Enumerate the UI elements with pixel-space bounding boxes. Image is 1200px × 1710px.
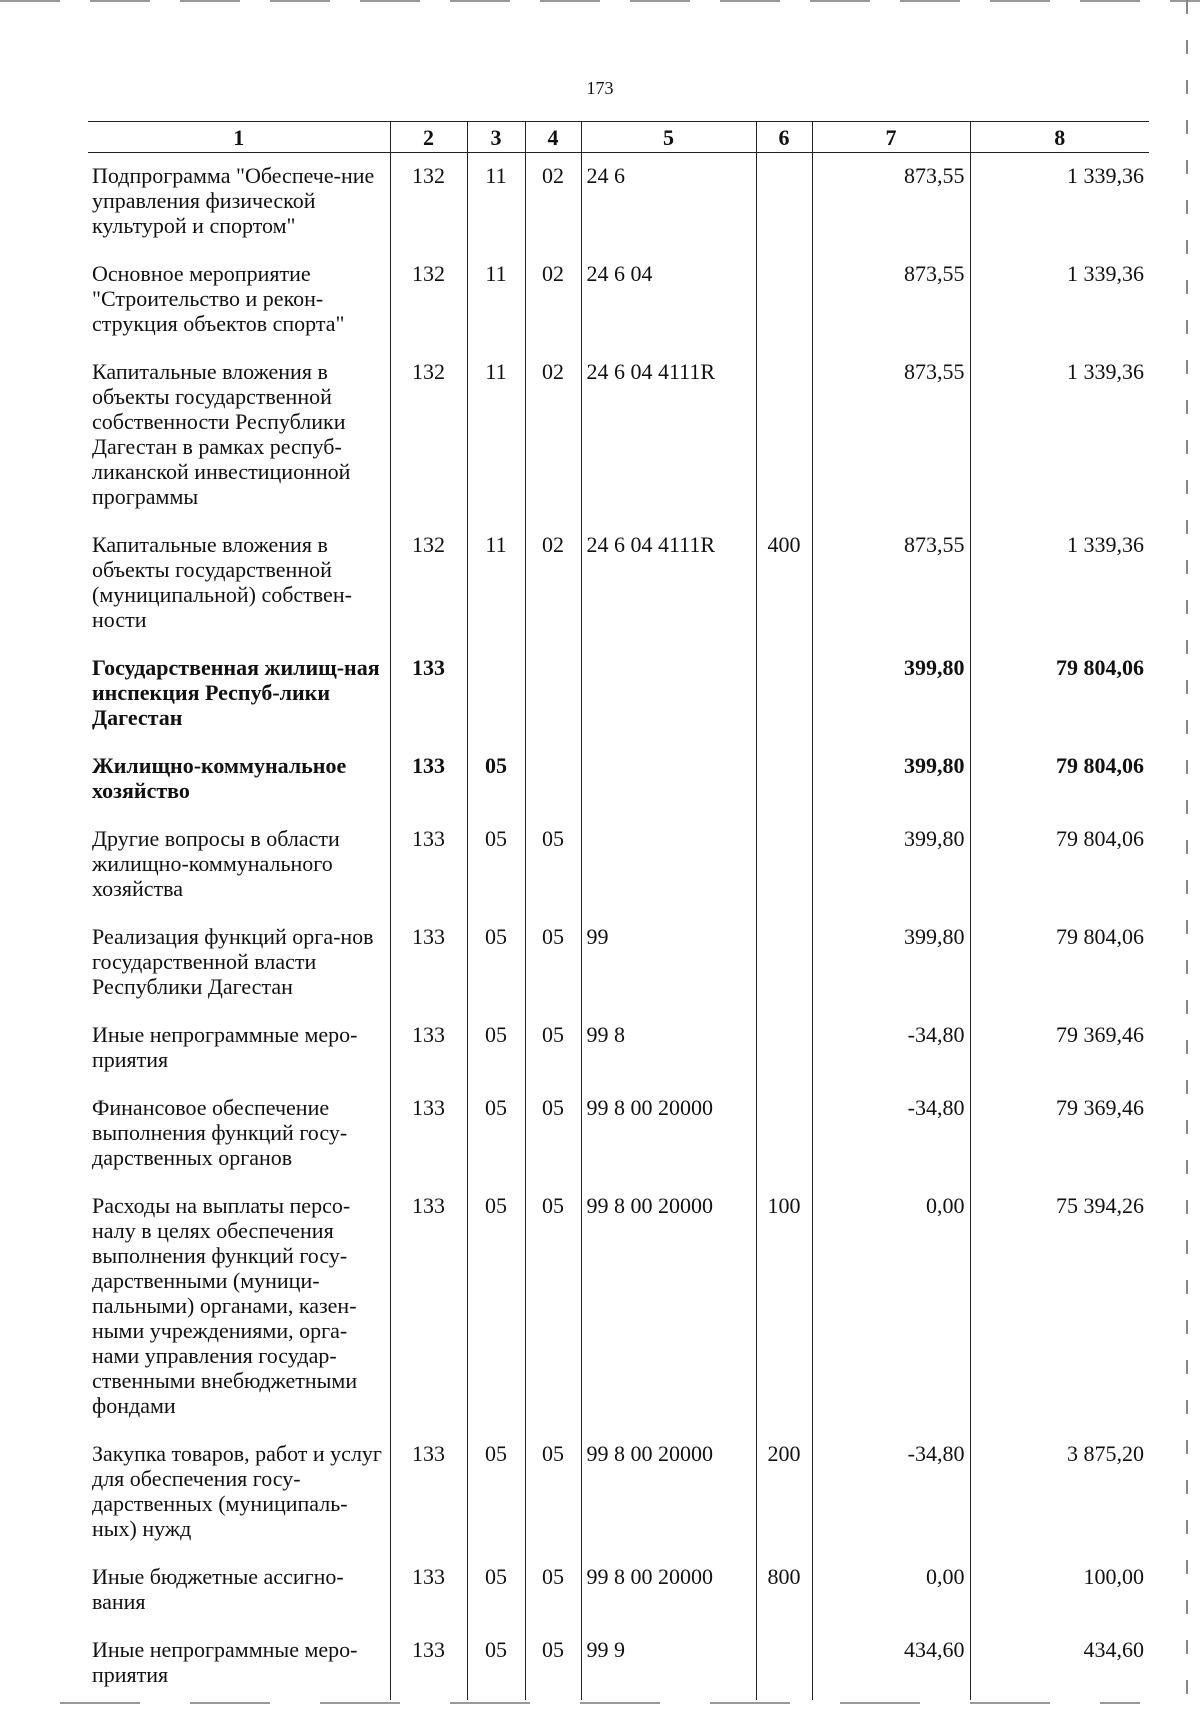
column-header: 7 [812, 122, 970, 153]
ministry-code-cell: 132 [390, 349, 467, 522]
column-header: 2 [390, 122, 467, 153]
subsection-cell: 05 [525, 1431, 581, 1554]
table-row [88, 1085, 1149, 1183]
target-article-cell: 24 6 04 4111R [581, 522, 756, 645]
row-name-cell: Другие вопросы в области жилищно-коммунального хозяйства [92, 826, 340, 901]
amount-total-cell: 79 804,06 [970, 645, 1149, 743]
row-name-cell: Иные непрограммные меро-приятия [92, 1637, 358, 1687]
target-article-cell: 99 9 [581, 1627, 756, 1700]
amount-total-cell: 1 339,36 [970, 153, 1149, 252]
subsection-cell: 02 [525, 153, 581, 252]
budget-table [88, 121, 1149, 1700]
section-cell: 05 [467, 1085, 525, 1183]
target-article-cell [581, 645, 756, 743]
ministry-code-cell: 133 [390, 1085, 467, 1183]
target-article-cell: 99 8 00 20000 [581, 1554, 756, 1627]
table-body [88, 153, 1149, 1701]
expense-type-cell [756, 914, 812, 1012]
table-row [88, 251, 1149, 349]
section-cell: 05 [467, 914, 525, 1012]
row-name-cell: Основное мероприятие "Строительство и рекон-струкция объектов спорта" [92, 261, 345, 336]
scan-top-edge [0, 0, 1200, 2]
target-article-cell: 99 8 00 20000 [581, 1183, 756, 1431]
column-header: 6 [756, 122, 812, 153]
table-row [88, 349, 1149, 522]
table-row [88, 153, 1149, 252]
subsection-cell: 05 [525, 1012, 581, 1085]
row-name-cell: Закупка товаров, работ и услуг для обеспечения госу-дарственных (муниципаль-ных) нужд [92, 1441, 382, 1541]
expense-type-cell [756, 251, 812, 349]
section-cell [467, 645, 525, 743]
section-cell: 05 [467, 1554, 525, 1627]
amount-change-cell: 873,55 [812, 251, 970, 349]
row-name-cell: Реализация функций орга-нов государственной власти Республики Дагестан [92, 924, 374, 999]
ministry-code-cell: 133 [390, 743, 467, 816]
amount-total-cell: 79 804,06 [970, 914, 1149, 1012]
scan-bottom-edge [60, 1702, 1140, 1704]
page-number: 173 [586, 78, 614, 98]
section-cell: 11 [467, 522, 525, 645]
ministry-code-cell: 133 [390, 914, 467, 1012]
subsection-cell: 05 [525, 1183, 581, 1431]
ministry-code-cell: 133 [390, 1183, 467, 1431]
amount-change-cell: -34,80 [812, 1012, 970, 1085]
amount-total-cell: 1 339,36 [970, 349, 1149, 522]
target-article-cell [581, 743, 756, 816]
subsection-cell: 05 [525, 914, 581, 1012]
section-cell: 05 [467, 1183, 525, 1431]
amount-change-cell: 0,00 [812, 1183, 970, 1431]
row-name-cell: Подпрограмма "Обеспече-ние управления физической культурой и спортом" [92, 163, 375, 238]
expense-type-cell: 100 [756, 1183, 812, 1431]
amount-change-cell: 434,60 [812, 1627, 970, 1700]
subsection-cell: 02 [525, 251, 581, 349]
target-article-cell: 24 6 04 4111R [581, 349, 756, 522]
amount-change-cell: 399,80 [812, 914, 970, 1012]
target-article-cell [581, 816, 756, 914]
expense-type-cell [756, 1012, 812, 1085]
ministry-code-cell: 132 [390, 251, 467, 349]
section-cell: 05 [467, 1431, 525, 1554]
table-header-row [88, 122, 1149, 153]
target-article-cell: 24 6 [581, 153, 756, 252]
row-name-cell: Государственная жилищ-ная инспекция Респуб-лики Дагестан [92, 655, 380, 730]
row-name-cell: Расходы на выплаты персо-налу в целях обеспечения выполнения функций госу-дарственными (муници-пальными) органами, казен-ными учреждениями, орга-нами управления государ-ственными внебюджетными фондами [92, 1193, 358, 1418]
amount-total-cell: 79 804,06 [970, 816, 1149, 914]
row-name-cell: Иные бюджетные ассигно-вания [92, 1564, 344, 1614]
amount-total-cell: 3 875,20 [970, 1431, 1149, 1554]
table-row [88, 1627, 1149, 1700]
expense-type-cell [756, 816, 812, 914]
target-article-cell: 99 8 00 20000 [581, 1431, 756, 1554]
table-row [88, 816, 1149, 914]
section-cell: 11 [467, 251, 525, 349]
amount-change-cell: 873,55 [812, 349, 970, 522]
subsection-cell: 02 [525, 522, 581, 645]
table-row [88, 1431, 1149, 1554]
amount-total-cell: 79 369,46 [970, 1085, 1149, 1183]
target-article-cell: 24 6 04 [581, 251, 756, 349]
subsection-cell: 05 [525, 1085, 581, 1183]
row-name-cell: Капитальные вложения в объекты государственной собственности Республики Дагестан в рамках респуб-ликанской инвестиционной программы [92, 359, 351, 509]
subsection-cell: 05 [525, 1627, 581, 1700]
column-header: 1 [88, 122, 390, 153]
section-cell: 11 [467, 349, 525, 522]
table-row [88, 743, 1149, 816]
amount-change-cell: 399,80 [812, 816, 970, 914]
target-article-cell: 99 [581, 914, 756, 1012]
scan-right-edge [1186, 0, 1188, 1710]
amount-total-cell: 1 339,36 [970, 522, 1149, 645]
table-row [88, 522, 1149, 645]
ministry-code-cell: 133 [390, 1431, 467, 1554]
expense-type-cell [756, 645, 812, 743]
ministry-code-cell: 133 [390, 1627, 467, 1700]
subsection-cell: 02 [525, 349, 581, 522]
amount-change-cell: 873,55 [812, 153, 970, 252]
expense-type-cell: 200 [756, 1431, 812, 1554]
amount-total-cell: 100,00 [970, 1554, 1149, 1627]
row-name-cell: Жилищно-коммунальное хозяйство [92, 753, 347, 803]
subsection-cell: 05 [525, 1554, 581, 1627]
expense-type-cell: 800 [756, 1554, 812, 1627]
ministry-code-cell: 133 [390, 1554, 467, 1627]
row-name-cell: Финансовое обеспечение выполнения функций госу-дарственных органов [92, 1095, 348, 1170]
expense-type-cell: 400 [756, 522, 812, 645]
subsection-cell [525, 743, 581, 816]
ministry-code-cell: 133 [390, 1012, 467, 1085]
column-header: 4 [525, 122, 581, 153]
ministry-code-cell: 133 [390, 816, 467, 914]
row-name-cell: Иные непрограммные меро-приятия [92, 1022, 358, 1072]
ministry-code-cell: 133 [390, 645, 467, 743]
amount-change-cell: 399,80 [812, 743, 970, 816]
expense-type-cell [756, 1085, 812, 1183]
amount-total-cell: 1 339,36 [970, 251, 1149, 349]
amount-total-cell: 75 394,26 [970, 1183, 1149, 1431]
expense-type-cell [756, 743, 812, 816]
expense-type-cell [756, 153, 812, 252]
ministry-code-cell: 132 [390, 522, 467, 645]
target-article-cell: 99 8 00 20000 [581, 1085, 756, 1183]
column-header: 3 [467, 122, 525, 153]
amount-change-cell: 0,00 [812, 1554, 970, 1627]
section-cell: 11 [467, 153, 525, 252]
table-row [88, 1554, 1149, 1627]
amount-change-cell: -34,80 [812, 1085, 970, 1183]
row-name-cell: Капитальные вложения в объекты государственной (муниципальной) собствен-ности [92, 532, 352, 632]
amount-change-cell: 873,55 [812, 522, 970, 645]
subsection-cell: 05 [525, 816, 581, 914]
table-row [88, 1183, 1149, 1431]
subsection-cell [525, 645, 581, 743]
amount-change-cell: 399,80 [812, 645, 970, 743]
expense-type-cell [756, 1627, 812, 1700]
section-cell: 05 [467, 743, 525, 816]
section-cell: 05 [467, 1627, 525, 1700]
amount-total-cell: 79 369,46 [970, 1012, 1149, 1085]
table-row [88, 1012, 1149, 1085]
table-row [88, 645, 1149, 743]
target-article-cell: 99 8 [581, 1012, 756, 1085]
expense-type-cell [756, 349, 812, 522]
table-row [88, 914, 1149, 1012]
column-header: 8 [970, 122, 1149, 153]
amount-change-cell: -34,80 [812, 1431, 970, 1554]
amount-total-cell: 79 804,06 [970, 743, 1149, 816]
column-header: 5 [581, 122, 756, 153]
ministry-code-cell: 132 [390, 153, 467, 252]
amount-total-cell: 434,60 [970, 1627, 1149, 1700]
section-cell: 05 [467, 1012, 525, 1085]
section-cell: 05 [467, 816, 525, 914]
